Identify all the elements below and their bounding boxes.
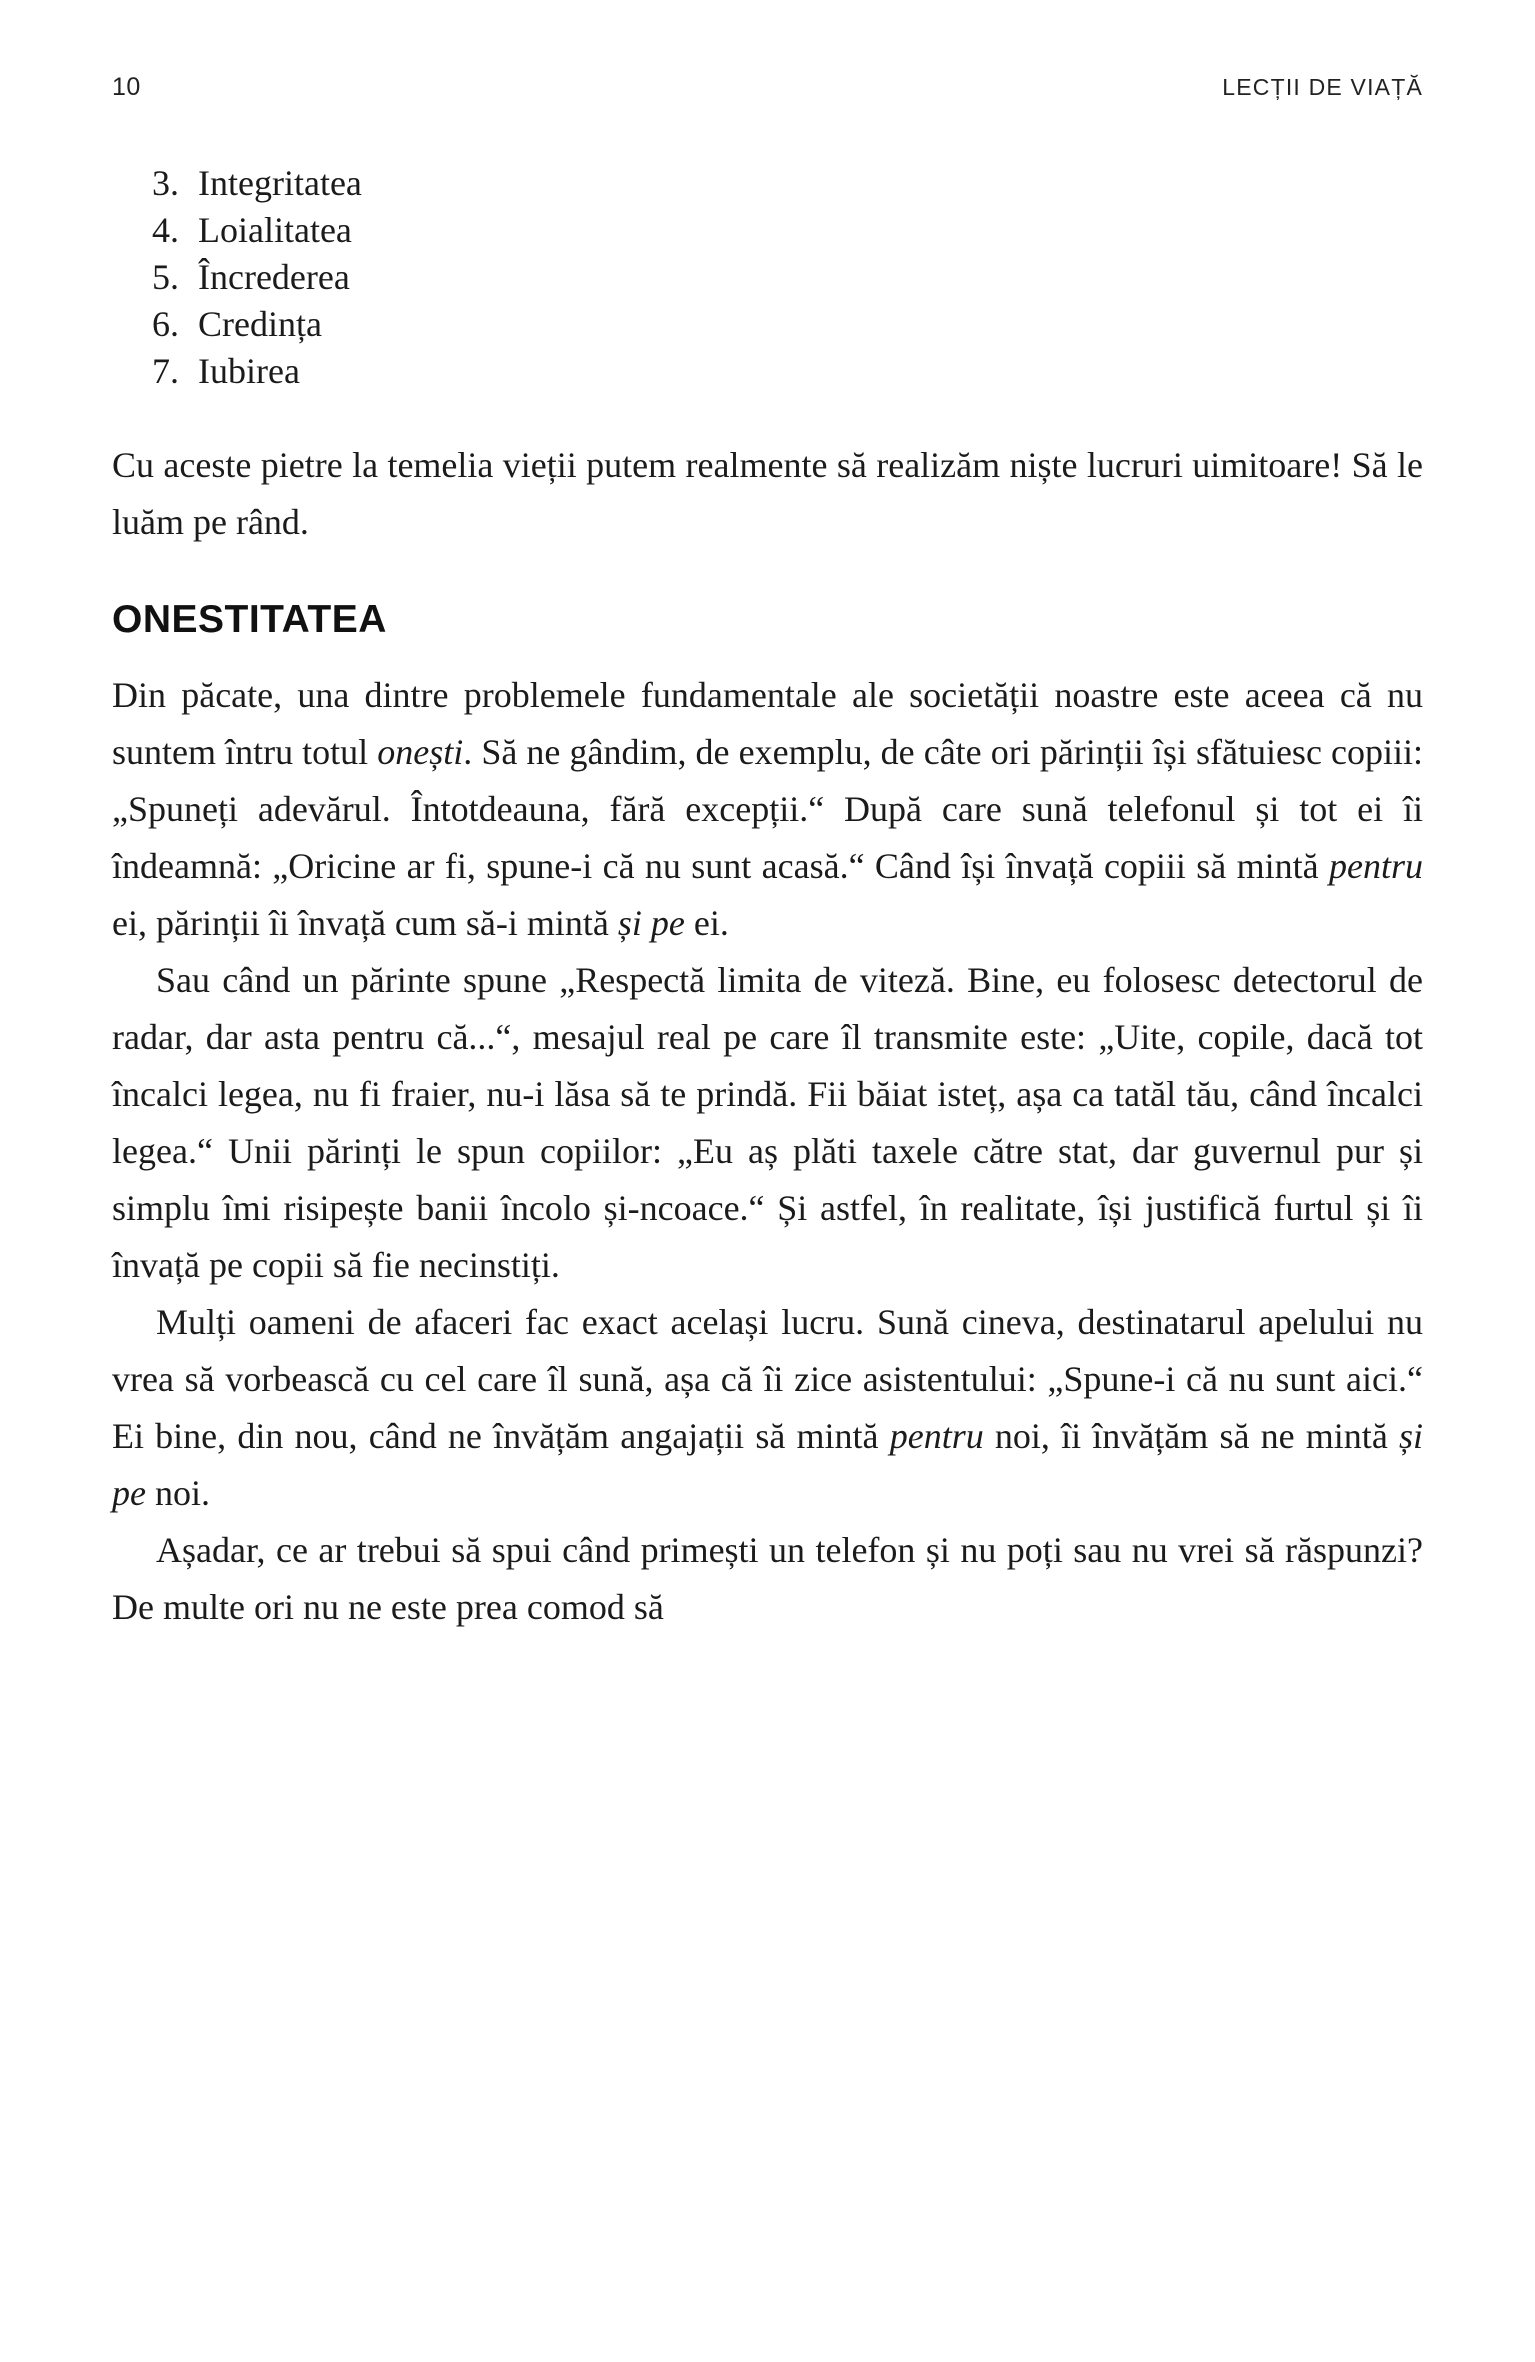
text-segment: noi.: [145, 1473, 210, 1513]
running-header: [112, 72, 1423, 102]
body-paragraph: [112, 952, 1423, 1294]
italic-text-segment: și pe: [617, 903, 685, 943]
list-item-number: 5.: [152, 257, 179, 297]
list-item-number: 6.: [152, 304, 179, 344]
text-segment: Din păcate, una dintre problemele fundamentale ale societății noastre este aceea că nu suntem întru totul: [112, 675, 1423, 772]
list-item-number: 7.: [152, 351, 179, 391]
list-item-label: Loialitatea: [198, 210, 352, 250]
italic-text-segment: și pe: [112, 1416, 1423, 1513]
text-segment: . Să ne gândim, de exemplu, de câte ori părinții își sfătuiesc copiii: „Spuneți adevărul. Întotdeauna, fără excepții.“ După care sună telefonul și tot ei îi îndeamnă: „Oricine ar fi, spune-i că nu sunt acasă.“ Când își învață copiii să mintă: [112, 732, 1423, 886]
page-number: 10: [112, 73, 141, 101]
text-segment: noi, îi învățăm să ne mintă: [983, 1416, 1399, 1456]
running-title: LECȚII DE VIAȚĂ: [1222, 74, 1423, 100]
italic-text-segment: pentru: [889, 1416, 984, 1456]
list-item-label: Integritatea: [198, 163, 362, 203]
section-heading: ONESTITATEA: [112, 598, 387, 641]
italic-text-segment: pentru: [1329, 846, 1423, 886]
text-segment: ei, părinții îi învață cum să-i mintă: [112, 903, 618, 943]
list-item: [152, 301, 1423, 348]
list-item-number: 3.: [152, 163, 179, 203]
numbered-list: [152, 160, 1423, 395]
list-item-label: Credința: [198, 304, 322, 344]
list-item-label: Încrederea: [198, 257, 350, 297]
list-item-label: Iubirea: [198, 351, 300, 391]
list-item: [152, 207, 1423, 254]
text-segment: Sau când un părinte spune „Respectă limita de viteză. Bine, eu folosesc detectorul de radar, dar asta pentru că...“, mesajul real pe care îl transmite este: „Uite, copile, dacă tot încalci legea, nu fi fraier, nu-i lăsa să te prindă. Fii băiat isteț, așa ca tatăl tău, când încalci legea.“ Unii părinți le spun copiilor: „Eu aș plăti taxele către stat, dar guvernul pur și simplu îmi risipește banii încolo și-ncoace.“ Și astfel, în realitate, își justifică furtul și îi învață pe copii să fie necinstiți.: [112, 960, 1423, 1285]
list-item-number: 4.: [152, 210, 179, 250]
list-item: [152, 348, 1423, 395]
text-segment: ei.: [684, 903, 729, 943]
italic-text-segment: onești: [377, 732, 464, 772]
text-segment: Mulți oameni de afaceri fac exact același lucru. Sună cineva, destinatarul apelului nu vrea să vorbească cu cel care îl sună, așa că îi zice asistentului: „Spune-i că nu sunt aici.“ Ei bine, din nou, când ne învățăm angajații să mintă: [112, 1302, 1423, 1456]
body-paragraph: [112, 667, 1423, 952]
intro-paragraph: Cu aceste pietre la temelia vieții putem realmente să realizăm niște lucruri uimitoare! Să le luăm pe rând.: [112, 445, 1423, 542]
list-item: [152, 254, 1423, 301]
list-item: [152, 160, 1423, 207]
body-paragraph: [112, 1294, 1423, 1522]
body-paragraph: [112, 1522, 1423, 1636]
section-paragraphs: [112, 667, 1423, 1636]
text-segment: Așadar, ce ar trebui să spui când primești un telefon și nu poți sau nu vrei să răspunzi? De multe ori nu ne este prea comod să: [112, 1530, 1423, 1627]
